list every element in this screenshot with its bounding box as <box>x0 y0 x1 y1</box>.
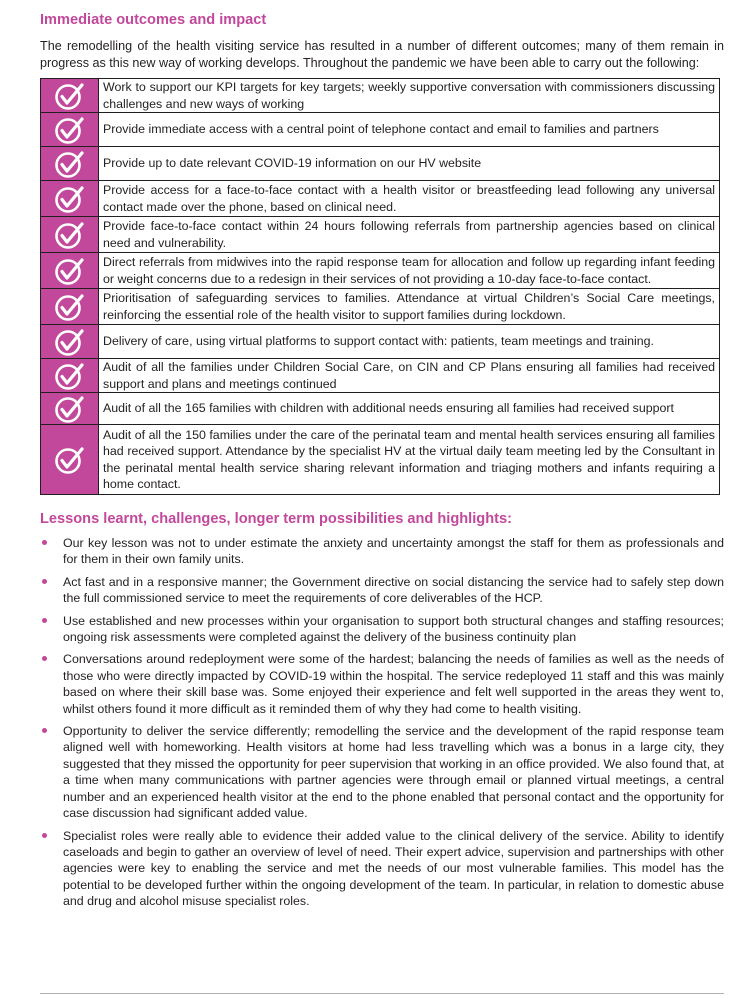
outcome-row <box>41 325 720 359</box>
outcome-text: Provide immediate access with a central point of telephone contact and email to families and partners <box>99 113 720 147</box>
outcome-text: Provide up to date relevant COVID-19 information on our HV website <box>99 147 720 181</box>
outcome-row <box>41 425 720 495</box>
lesson-text: Act fast and in a responsive manner; the Government directive on social distancing the service had to safely step down the full commissioned service to meet the requirements of core deliverables of the HCP. <box>63 574 724 606</box>
lesson-item <box>40 574 724 607</box>
outcome-row <box>41 79 720 113</box>
outcomes-heading: Immediate outcomes and impact <box>40 12 267 28</box>
outcome-text: Prioritisation of safeguarding services to families. Attendance at virtual Children’s Social Care meetings, reinforcing the essential role of the health visitor to support families during lockdown. <box>99 289 720 325</box>
check-cell <box>41 79 99 113</box>
lessons-heading: Lessons learnt, challenges, longer term possibilities and highlights: <box>40 511 512 527</box>
check-circle-icon <box>41 257 98 285</box>
bullet-dot-icon <box>42 728 47 733</box>
check-circle-icon <box>41 185 98 213</box>
check-cell <box>41 325 99 359</box>
outcome-text: Provide access for a face-to-face contact with a health visitor or breastfeeding lead following any universal contact made over the phone, based on clinical need. <box>99 181 720 217</box>
bullet-dot-icon <box>42 833 47 838</box>
check-cell <box>41 425 99 495</box>
lesson-text: Specialist roles were really able to evidence their added value to the clinical delivery of the service. Ability to identify caseloads and begin to gather an overview of level of need. Their expert advice, supervision and partnerships with other agencies were key to enabling the service and met the needs of our most vulnerable families. This model has the potential to be developed further within the ongoing development of the team. In particular, in relation to domestic abuse and drug and alcohol misuse specialist roles. <box>63 828 724 909</box>
check-cell <box>41 217 99 253</box>
outcome-text: Audit of all the 165 families with children with additional needs ensuring all families had received support <box>99 393 720 425</box>
lesson-item <box>40 828 724 910</box>
outcome-text: Provide face-to-face contact within 24 hours following referrals from partnership agencies based on clinical need and vulnerability. <box>99 217 720 253</box>
bullet-dot-icon <box>42 579 47 584</box>
outcome-text: Audit of all the 150 families under the care of the perinatal team and mental health services ensuring all families had received support. Attendance by the specialist HV at the virtual daily team meeting led by the Consultant in the perinatal mental health service sharing relevant information and triaging mothers and infants requiring a home contact. <box>99 425 720 495</box>
check-circle-icon <box>41 446 98 474</box>
outcome-text: Delivery of care, using virtual platforms to support contact with: patients, team meetings and training. <box>99 325 720 359</box>
lesson-text: Opportunity to deliver the service differently; remodelling the service and the development of the rapid response team aligned well with homeworking. Health visitors at home had less travelling which was a bonus in a large city, they suggested that they missed the opportunity for peer supervision that working in an office provided. We also found that, at a time when many communications with partner agencies were through email or planned virtual meetings, a central number and an experienced health visitor at the end to the phone enabled that personal contact and the opportunity for case discussion had significant added value. <box>63 724 724 821</box>
outcome-row <box>41 359 720 393</box>
outcome-text: Audit of all the families under Children Social Care, on CIN and CP Plans ensuring all families had received support and plans and meetings continued <box>99 359 720 393</box>
check-circle-icon <box>41 362 98 390</box>
check-circle-icon <box>41 82 98 110</box>
outcome-row <box>41 147 720 181</box>
outcomes-table <box>40 78 720 495</box>
outcome-row <box>41 253 720 289</box>
check-circle-icon <box>41 328 98 356</box>
lesson-text: Use established and new processes within your organisation to support both structural changes and staffing resources; ongoing risk assessments were completed against the delivery of the business continuity plan <box>63 613 724 645</box>
check-cell <box>41 253 99 289</box>
check-circle-icon <box>41 395 98 423</box>
lesson-text: Our key lesson was not to under estimate the anxiety and uncertainty amongst the staff for them as professionals and for them in their own family units. <box>63 536 724 567</box>
check-cell <box>41 359 99 393</box>
outcome-text: Work to support our KPI targets for key targets; weekly supportive conversation with commissioners discussing challenges and new ways of working <box>99 79 720 113</box>
check-cell <box>41 181 99 217</box>
bullet-dot-icon <box>42 540 47 545</box>
lessons-list <box>40 535 724 910</box>
outcome-row <box>41 393 720 425</box>
intro-paragraph: The remodelling of the health visiting service has resulted in a number of different outcomes; many of them remain in progress as this new way of working develops. Throughout the pandemic we have been able to carry out the following: <box>40 39 724 70</box>
check-cell <box>41 393 99 425</box>
lesson-text: Conversations around redeployment were some of the hardest; balancing the needs of families as well as the needs of those who were directly impacted by COVID-19 within the hospital. The service redeployed 11 staff and this was mainly based on where their skill base was. Some enjoyed their experience and felt well supported in the areas they went to, whilst others found it more difficult as it reminded them of why they had come to health visiting. <box>63 652 724 716</box>
bullet-dot-icon <box>42 618 47 623</box>
lesson-item <box>40 613 724 646</box>
lesson-item <box>40 651 724 717</box>
check-cell <box>41 147 99 181</box>
check-circle-icon <box>41 293 98 321</box>
outcome-row <box>41 181 720 217</box>
check-cell <box>41 113 99 147</box>
outcome-row <box>41 289 720 325</box>
outcome-row <box>41 113 720 147</box>
check-circle-icon <box>41 221 98 249</box>
check-cell <box>41 289 99 325</box>
check-circle-icon <box>41 150 98 178</box>
outcome-row <box>41 217 720 253</box>
lesson-item <box>40 723 724 821</box>
bullet-dot-icon <box>42 656 47 661</box>
check-circle-icon <box>41 116 98 144</box>
outcome-text: Direct referrals from midwives into the rapid response team for allocation and follow up regarding infant feeding or weight concerns due to a redesign in their services of not providing a 10-day face-to-face contact. <box>99 253 720 289</box>
footer-rule <box>40 993 724 994</box>
lesson-item <box>40 535 724 568</box>
